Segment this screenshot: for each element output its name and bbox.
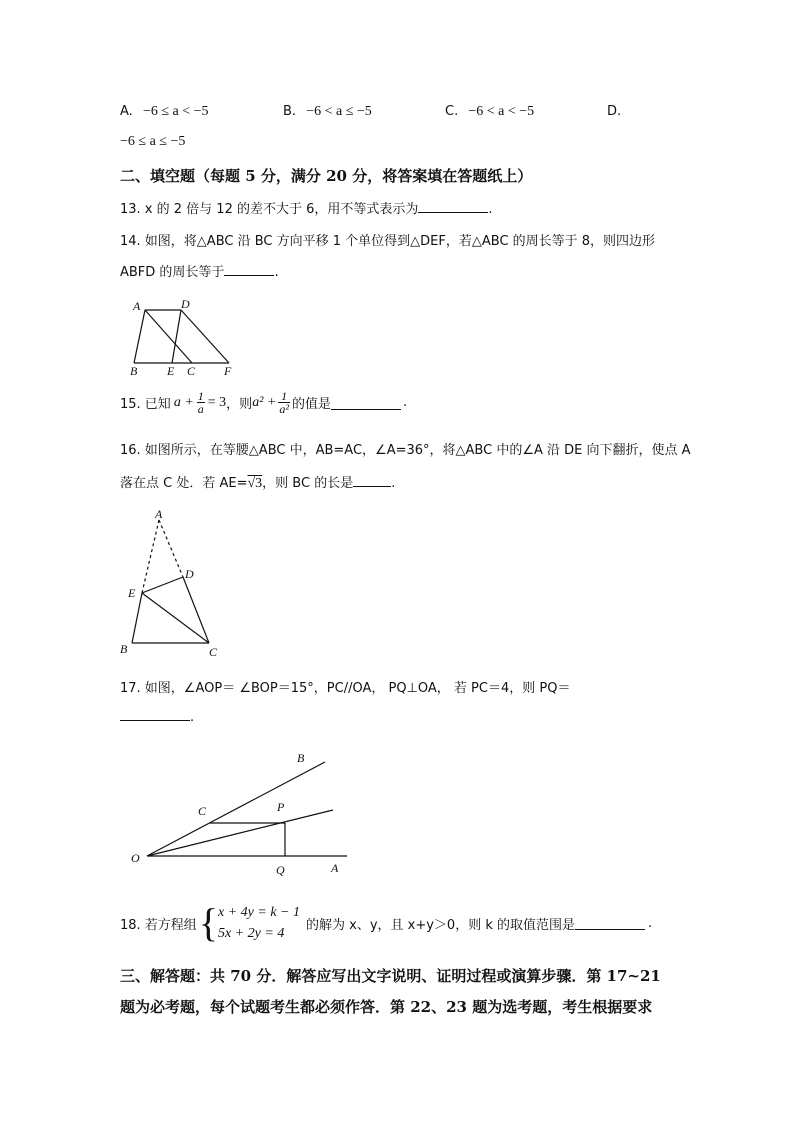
- q14-line1: 14. 如图，将△ABC 沿 BC 方向平移 1 个单位得到△DEF，若△ABC 的周长等于 8，则四边形: [120, 234, 656, 249]
- q18-system: [218, 902, 300, 944]
- q14-segment-ac: [145, 310, 192, 363]
- q17-line2: [120, 707, 194, 725]
- q17-label-p: P: [277, 800, 285, 814]
- q18-prefix: 18. 若方程组: [120, 917, 197, 933]
- q15-frac2-den: a²: [279, 402, 289, 416]
- q13-end: .: [488, 202, 493, 217]
- q16-figure: [115, 505, 225, 660]
- option-a: [120, 104, 209, 120]
- q15-eq: = 3: [207, 394, 227, 410]
- q16-dashed-ad: [159, 520, 183, 577]
- option-d-math: −6 ≤ a ≤ −5: [120, 134, 186, 149]
- option-a-label: A.: [120, 104, 133, 119]
- q18-suffix: 的解为 x、y，且 x+y＞0，则 k 的取值范围是: [306, 917, 575, 933]
- q15-fraction-1: [197, 390, 205, 415]
- q14-line2: [120, 261, 279, 280]
- q16-label-a: A: [155, 507, 163, 521]
- q17-label-a: A: [331, 861, 339, 875]
- q14-label-b: B: [130, 364, 138, 378]
- q16-label-b: B: [120, 642, 128, 656]
- section3-line2: 题为必考题，每个试题考生都必须作答．第 22、23 题为选考题，考生根据要求: [120, 998, 653, 1016]
- q15-math2: a² +: [252, 394, 277, 410]
- q17-line1: 17. 如图，∠AOP＝ ∠BOP＝15°，PC//OA， PQ⊥OA， 若 PC＝4，则 PQ＝: [120, 681, 571, 696]
- q16-line2: [120, 472, 395, 492]
- q15-suffix: 的值是: [291, 397, 331, 412]
- q17-answer-blank[interactable]: [120, 707, 190, 721]
- q14-segment-de: [172, 310, 181, 363]
- option-c-label: C.: [445, 104, 459, 119]
- q16-label-c: C: [209, 645, 218, 659]
- q15-frac2-num: 1: [278, 390, 290, 403]
- q13-text: 13. x 的 2 倍与 12 的差不大于 6，用不等式表示为: [120, 202, 419, 217]
- q14-segment-df: [181, 310, 229, 363]
- q17-ray-ob: [147, 762, 325, 856]
- question-13: [120, 198, 493, 217]
- option-b: [283, 104, 372, 120]
- option-a-math: −6 ≤ a < −5: [142, 104, 209, 119]
- section2-heading: 二、填空题（每题 5 分，满分 20 分，将答案填在答题纸上）: [120, 167, 533, 185]
- q15-end: .: [402, 395, 408, 410]
- q14-figure: [120, 295, 250, 380]
- q17-figure: [125, 745, 365, 880]
- q18-eq2: 5x + 2y = 4: [218, 926, 285, 941]
- question-15: [120, 390, 407, 415]
- option-c-math: −6 < a < −5: [468, 104, 535, 119]
- q16-end: .: [391, 476, 396, 491]
- q16-label-e: E: [128, 586, 136, 600]
- q14-line2-text: ABFD 的周长等于: [120, 265, 225, 280]
- q14-end: .: [274, 265, 279, 280]
- section3-line1: 三、解答题：共 70 分．解答应写出文字说明、证明过程或演算步骤．第 17~21: [120, 967, 661, 985]
- q17-label-c: C: [198, 804, 207, 818]
- q16-label-d: D: [185, 567, 194, 581]
- q15-answer-blank[interactable]: [331, 396, 401, 410]
- q14-answer-blank[interactable]: [224, 262, 274, 276]
- q17-label-o: O: [131, 851, 140, 865]
- q13-answer-blank[interactable]: [418, 199, 488, 213]
- q14-label-e: E: [167, 364, 175, 378]
- option-b-math: −6 < a ≤ −5: [306, 104, 372, 119]
- q14-label-f: F: [224, 364, 232, 378]
- q14-label-d: D: [181, 297, 190, 311]
- option-b-label: B.: [283, 104, 297, 119]
- q18-end: .: [648, 915, 653, 931]
- q16-dashed-ae: [142, 520, 159, 593]
- q15-mid: ，则: [226, 397, 253, 412]
- q16-line2-suffix: ，则 BC 的长是: [262, 476, 354, 491]
- q16-sqrt: √3: [247, 476, 263, 491]
- q15-math1: a +: [173, 394, 194, 410]
- question-18: [120, 902, 652, 944]
- q17-label-q: Q: [276, 863, 285, 877]
- q17-ray-op: [147, 810, 333, 856]
- q15-prefix: 15. 已知: [120, 397, 171, 412]
- q14-label-c: C: [187, 364, 196, 378]
- q14-segment-ab: [134, 310, 145, 363]
- q17-label-b: B: [297, 751, 305, 765]
- q16-line2-prefix: 落在点 C 处．若 AE=: [120, 476, 248, 491]
- option-d-label: D.: [607, 104, 622, 119]
- q18-answer-blank[interactable]: [575, 916, 645, 930]
- q17-end: .: [190, 710, 195, 725]
- q18-brace-icon: {: [198, 900, 219, 945]
- q18-eq1: x + 4y = k − 1: [218, 905, 300, 920]
- q16-segment-ed: [142, 577, 183, 593]
- q16-line1: 16. 如图所示，在等腰△ABC 中，AB=AC，∠A=36°，将△ABC 中的∠A 沿 DE 向下翻折，使点 A: [120, 443, 691, 458]
- q15-fraction-2: [278, 390, 290, 415]
- q16-answer-blank[interactable]: [353, 473, 391, 487]
- q15-frac1-den: a: [197, 402, 204, 416]
- option-c: [445, 104, 534, 120]
- q14-label-a: A: [133, 299, 141, 313]
- q15-frac1-num: 1: [197, 389, 204, 403]
- q16-segment-eb: [132, 593, 142, 643]
